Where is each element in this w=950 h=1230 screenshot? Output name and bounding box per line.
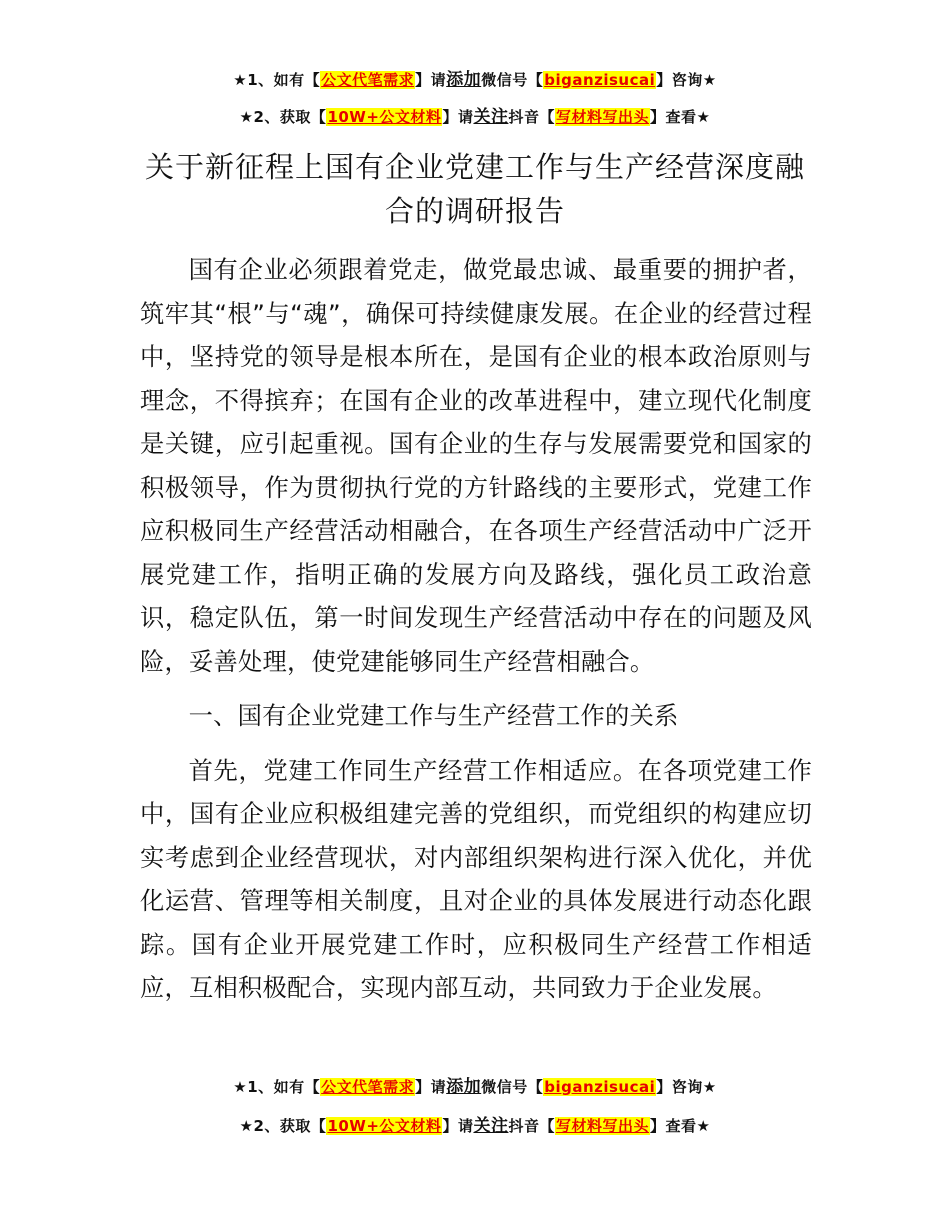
promo-text: 】查看★ <box>649 108 711 126</box>
promo-text: ★1、如有【 <box>233 1078 321 1096</box>
document-body <box>140 248 812 1021</box>
promo-line-2-bottom <box>0 1116 950 1136</box>
promo-emphasis: 关注 <box>473 1116 509 1136</box>
promo-line-1-top <box>0 70 950 90</box>
highlight-materials: 10W+公文材料 <box>327 108 442 126</box>
paragraph-intro: 国有企业必须跟着党走，做党最忠诚、最重要的拥护者，筑牢其“根”与“魂”，确保可持续健康发展。在企业的经营过程中，坚持党的领导是根本所在，是国有企业的根本政治原则与理念，不得摈弃；在国有企业的改革进程中，建立现代化制度是关键，应引起重视。国有企业的生存与发展需要党和国家的积极领导，作为贯彻执行党的方针路线的主要形式，党建工作应积极同生产经营活动相融合，在各项生产经营活动中广泛开展党建工作，指明正确的发展方向及路线，强化员工政治意识，稳定队伍，第一时间发现生产经营活动中存在的问题及风险，妥善处理，使党建能够同生产经营相融合。 <box>140 255 812 676</box>
promo-text: 抖音【 <box>508 108 555 126</box>
promo-text: 微信号【 <box>481 1078 544 1096</box>
highlight-wechat-id: biganzisucai <box>544 1078 656 1096</box>
promo-emphasis: 关注 <box>473 107 509 127</box>
highlight-douyin: 写材料写出头 <box>555 1117 649 1135</box>
paragraph-section-1: 首先，党建工作同生产经营工作相适应。在各项党建工作中，国有企业应积极组建完善的党组织，而党组织的构建应切实考虑到企业经营现状，对内部组织架构进行深入优化，并优化运营、管理等相关制度，且对企业的具体发展进行动态化跟踪。国有企业开展党建工作时，应积极同生产经营工作相适应，互相积极配合，实现内部互动，共同致力于企业发展。 <box>140 755 812 1002</box>
section-heading-1: 一、国有企业党建工作与生产经营工作的关系 <box>188 701 679 730</box>
promo-text: ★2、获取【 <box>239 1117 327 1135</box>
highlight-douyin: 写材料写出头 <box>555 108 649 126</box>
promo-emphasis: 添加 <box>446 70 482 90</box>
promo-text: 】请 <box>442 108 474 126</box>
promo-text: 】咨询★ <box>656 1078 717 1096</box>
promo-text: 】请 <box>442 1117 474 1135</box>
promo-text: 抖音【 <box>508 1117 555 1135</box>
promo-emphasis: 添加 <box>446 1077 482 1097</box>
promo-text: 微信号【 <box>481 71 544 89</box>
document-title: 关于新征程上国有企业党建工作与生产经营深度融合的调研报告 <box>144 150 805 228</box>
promo-text: 】查看★ <box>649 1117 711 1135</box>
promo-line-1-bottom <box>0 1077 950 1097</box>
highlight-service: 公文代笔需求 <box>321 1078 415 1096</box>
highlight-wechat-id: biganzisucai <box>544 71 656 89</box>
promo-text: 】请 <box>415 71 447 89</box>
highlight-service: 公文代笔需求 <box>321 71 415 89</box>
promo-line-2-top <box>0 107 950 127</box>
promo-text: 】请 <box>415 1078 447 1096</box>
promo-text: ★1、如有【 <box>233 71 321 89</box>
promo-text: ★2、获取【 <box>239 108 327 126</box>
highlight-materials: 10W+公文材料 <box>327 1117 442 1135</box>
promo-text: 】咨询★ <box>656 71 717 89</box>
